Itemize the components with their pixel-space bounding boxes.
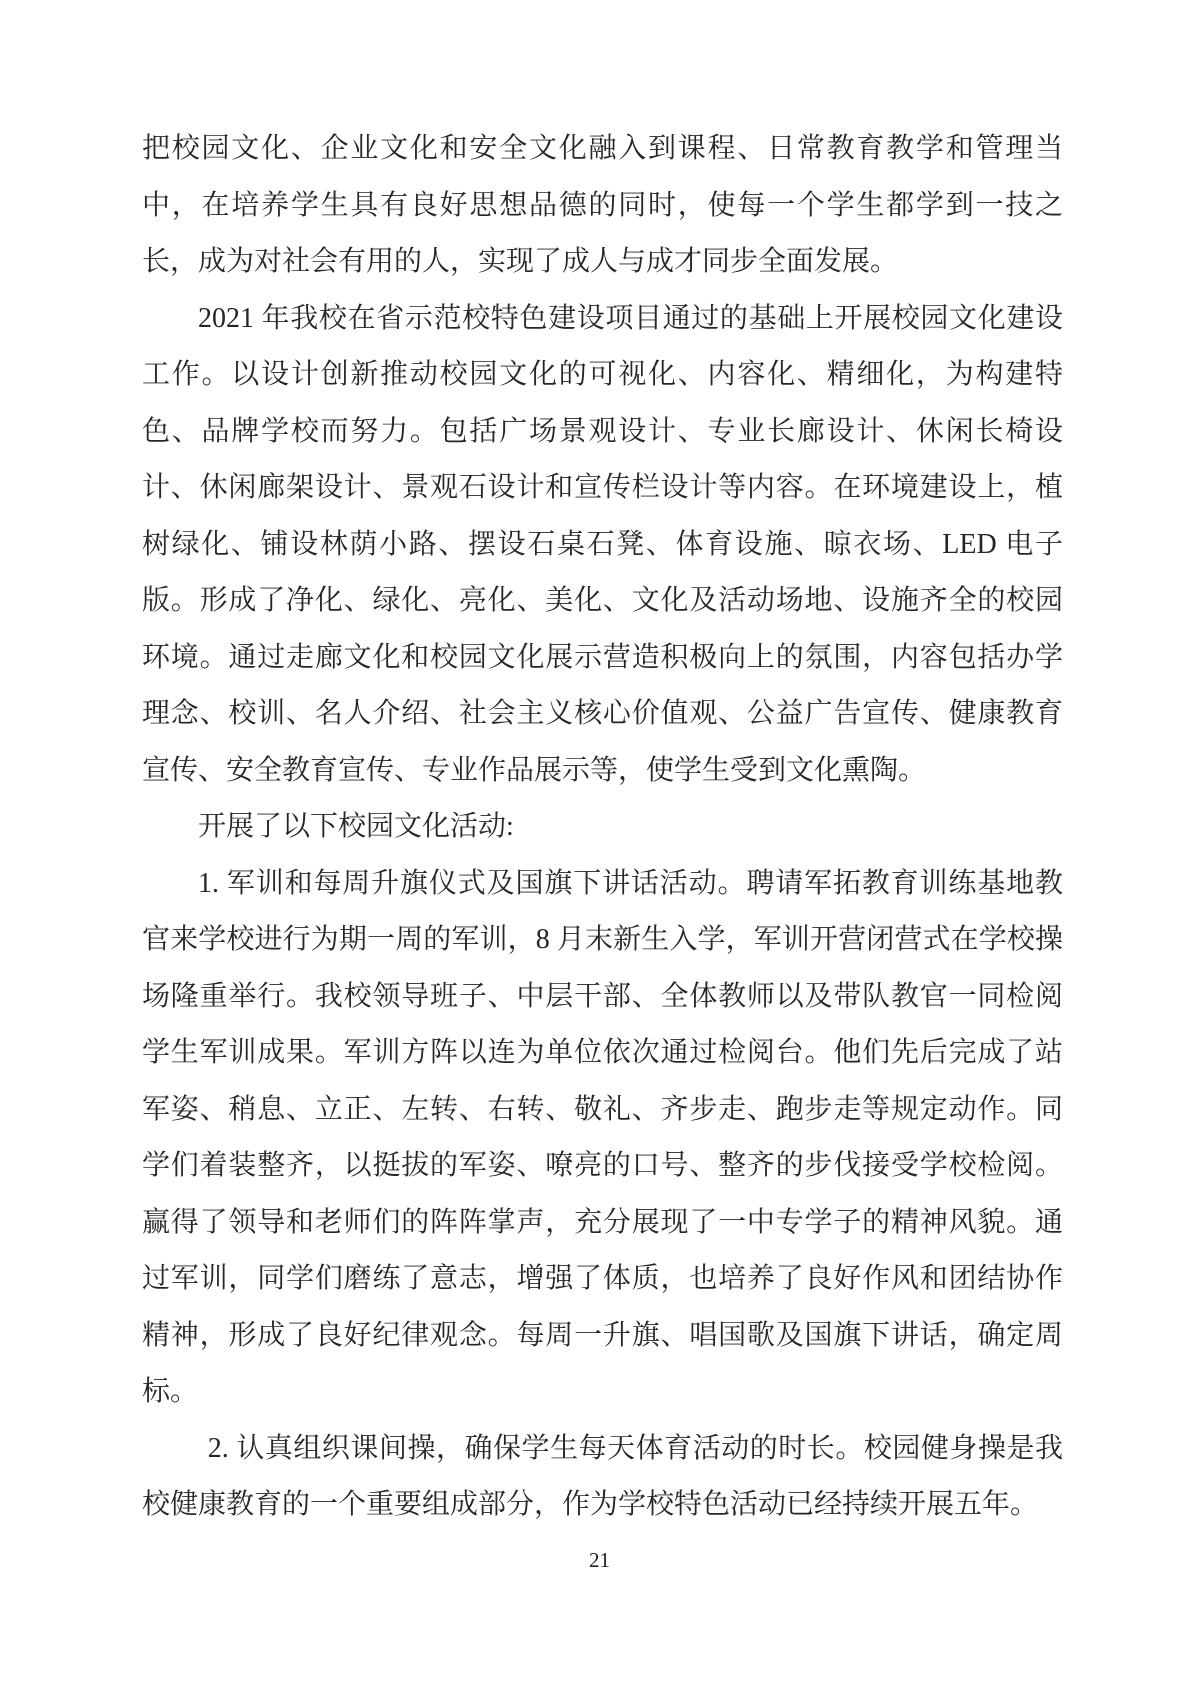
page-number: 21 — [589, 1548, 610, 1572]
paragraph-activity-2-recess-exercises: 2. 认真组织课间操，确保学生每天体育活动的时长。校园健身操是我校健康教育的一个重要组成部分，作为学校特色活动已经持续开展五年。 — [142, 1432, 1063, 1520]
document-body — [142, 121, 1063, 1534]
paragraph-activities-intro: 开展了以下校园文化活动: — [198, 811, 514, 842]
paragraph-culture-integration-continuation: 把校园文化、企业文化和安全文化融入到课程、日常教育教学和管理当中，在培养学生具有良好思想品德的同时，使每一个学生都学到一技之长，成为对社会有用的人，实现了成人与成才同步全面发展。 — [142, 133, 1063, 277]
paragraph-2021-campus-culture-construction: 2021 年我校在省示范校特色建设项目通过的基础上开展校园文化建设工作。以设计创新推动校园文化的可视化、内容化、精细化，为构建特色、品牌学校而努力。包括广场景观设计、专业长廊设计、休闲长椅设计、休闲廊架设计、景观石设计和宣传栏设计等内容。在环境建设上，植树绿化、铺设林荫小路、摆设石桌石凳、体育设施、晾衣场、LED 电子版。形成了净化、绿化、亮化、美化、文化及活动场地、设施齐全的校园环境。通过走廊文化和校园文化展示营造积极向上的氛围，内容包括办学理念、校训、名人介绍、社会主义核心价值观、公益广告宣传、健康教育宣传、安全教育宣传、专业作品展示等，使学生受到文化熏陶。 — [142, 302, 1063, 786]
paragraph-activity-1-military-training: 1. 军训和每周升旗仪式及国旗下讲话活动。聘请军拓教育训练基地教官来学校进行为期一周的军训，8 月末新生入学，军训开营闭营式在学校操场隆重举行。我校领导班子、中层干部、全体教师以及带队教官一同检阅学生军训成果。军训方阵以连为单位依次通过检阅台。他们先后完成了站军姿、稍息、立正、左转、右转、敬礼、齐步走、跑步走等规定动作。同学们着装整齐，以挺拔的军姿、嘹亮的口号、整齐的步伐接受学校检阅。赢得了领导和老师们的阵阵掌声，充分展现了一中专学子的精神风貌。通过军训，同学们磨练了意志，增强了体质，也培养了良好作风和团结协作精神，形成了良好纪律观念。每周一升旗、唱国歌及国旗下讲话，确定周标。 — [142, 867, 1063, 1407]
